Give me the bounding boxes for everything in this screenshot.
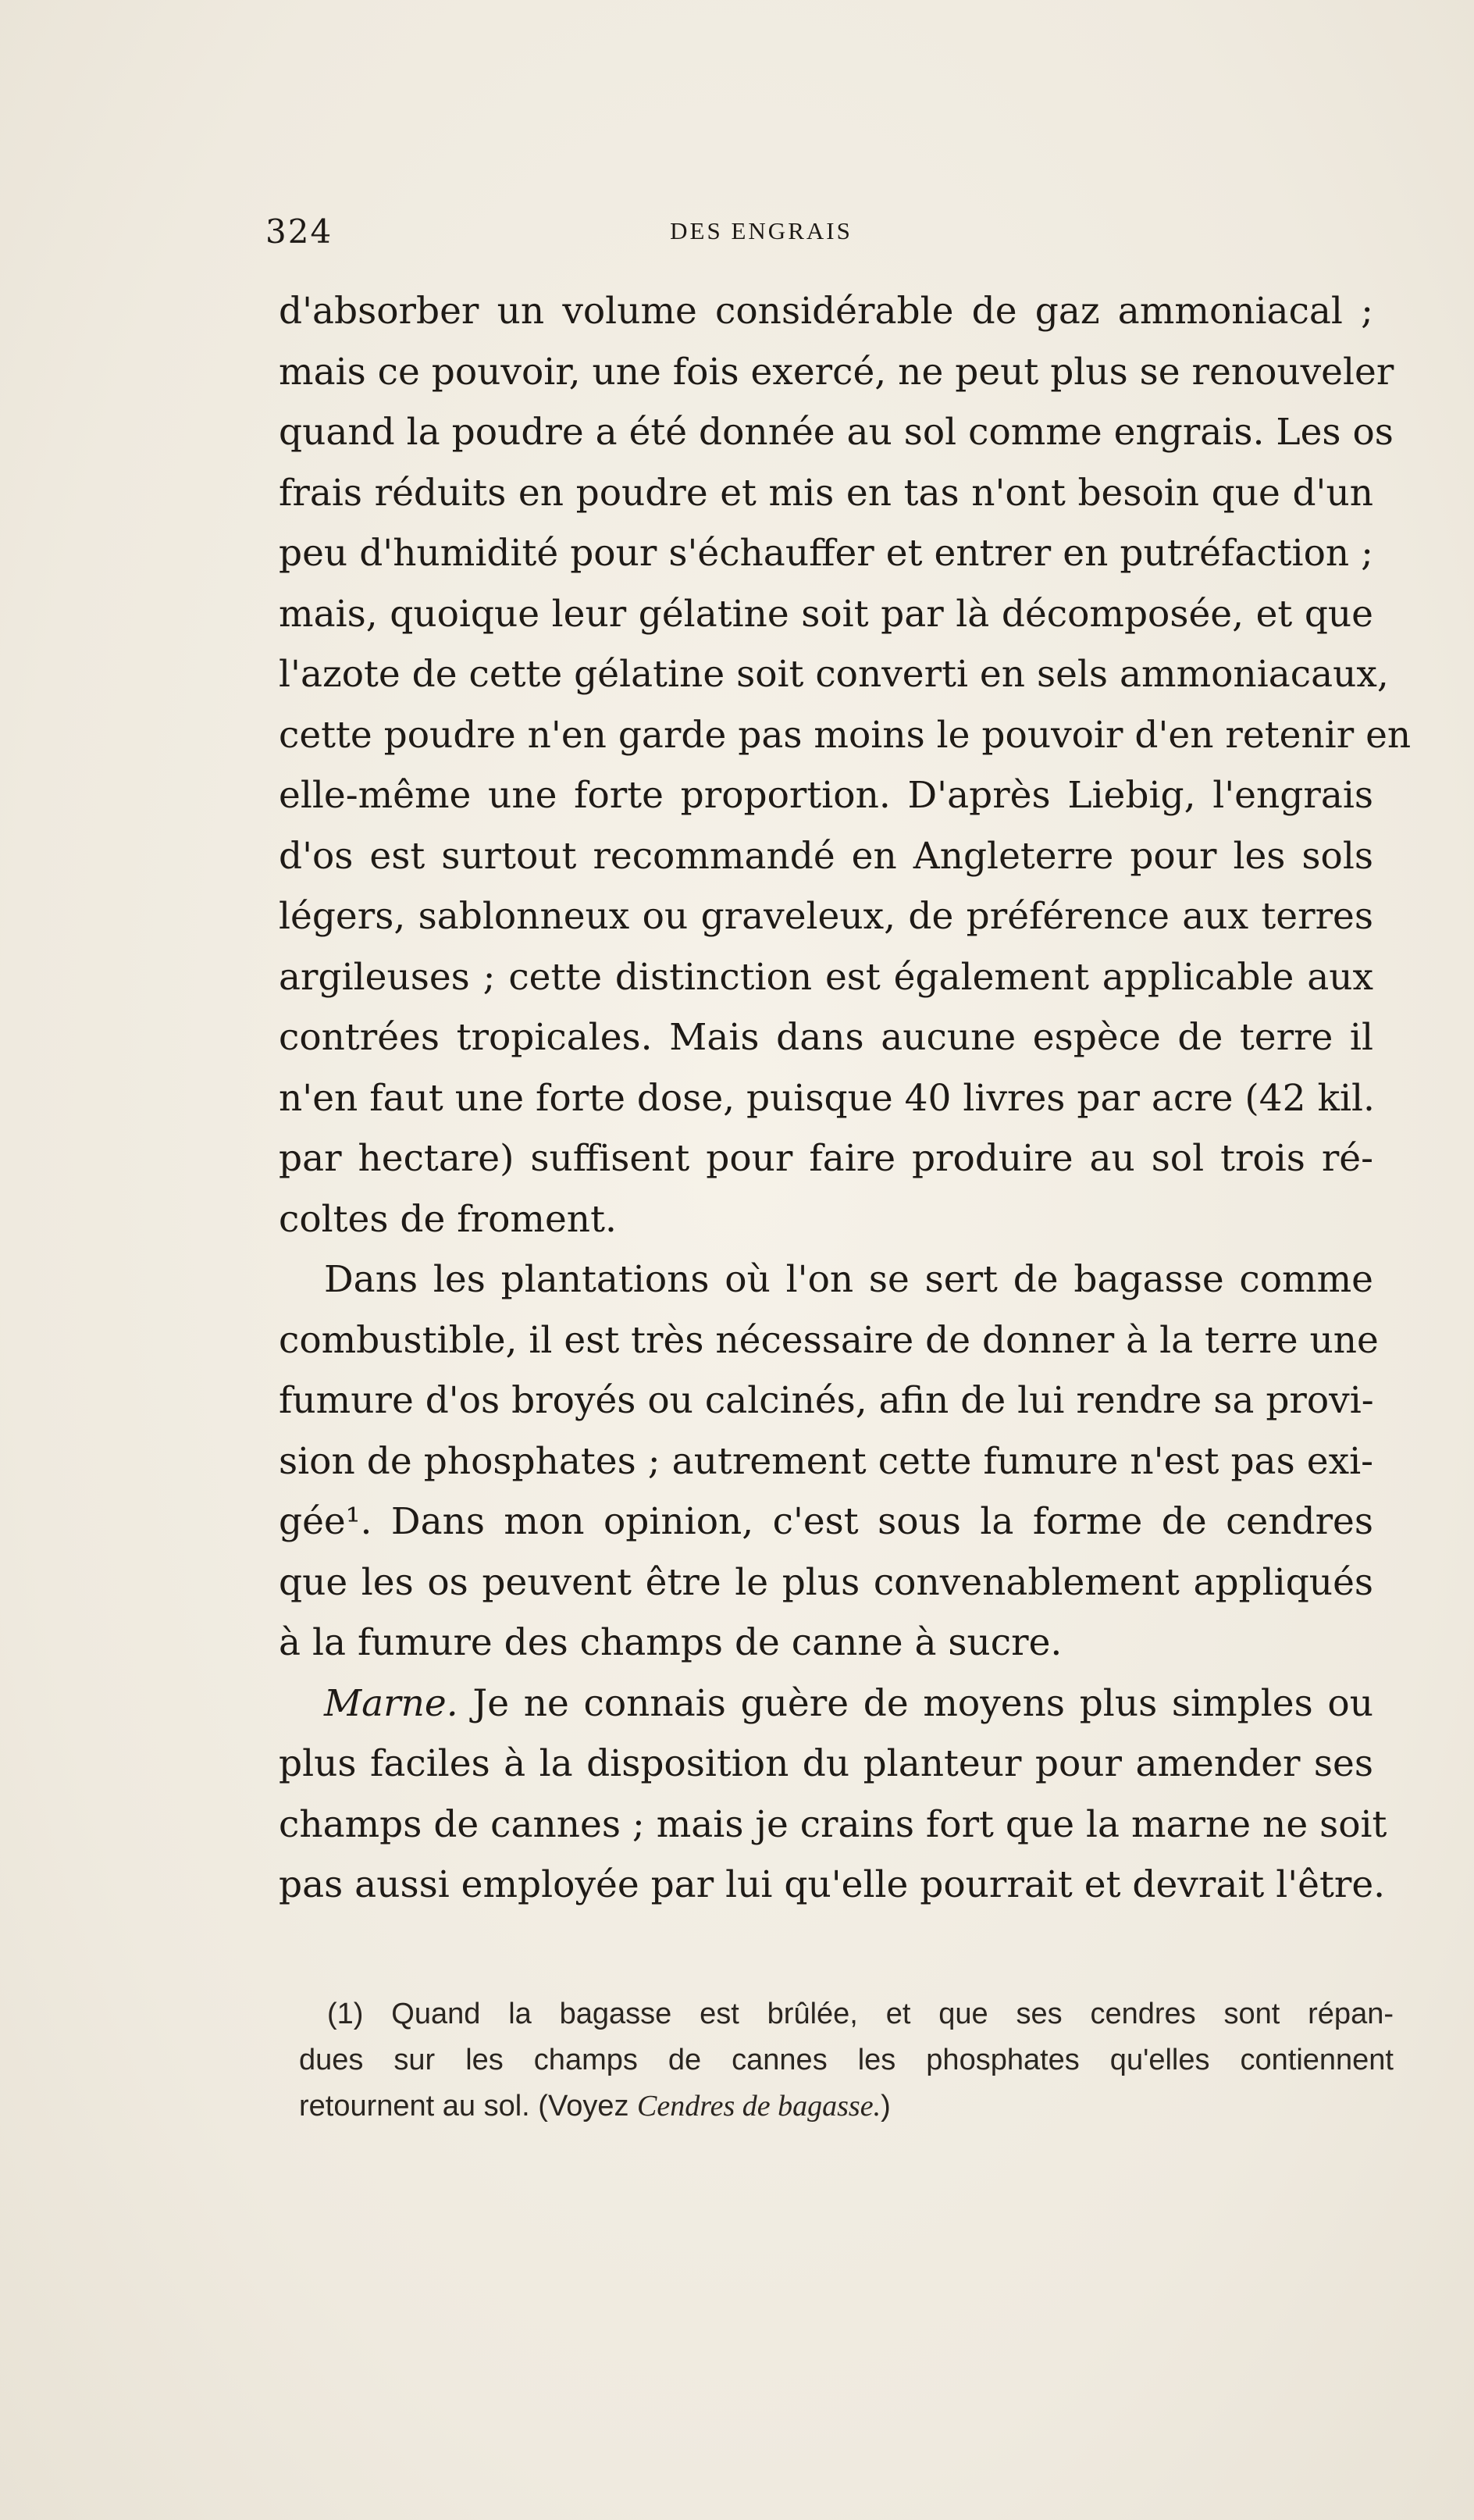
footnote-line: (1) Quand la bagasse est brûlée, et que ses cendres sont répan- — [327, 1998, 1394, 2030]
footnote — [299, 1991, 1394, 2130]
footnote-text: retournent au sol. (Voyez — [299, 2090, 638, 2123]
text-line: sion de phosphates ; autrement cette fumure n'est pas exi- — [279, 1439, 1373, 1483]
text-line: peu d'humidité pour s'échauffer et entrer en putréfaction ; — [279, 532, 1373, 575]
text-line: frais réduits en poudre et mis en tas n'ont besoin que d'un — [279, 471, 1373, 515]
page-header — [265, 212, 1390, 259]
marne-label: Marne. — [324, 1681, 458, 1725]
text-line: mais, quoique leur gélatine soit par là décomposée, et que — [279, 592, 1373, 636]
text-line: quand la poudre a été donnée au sol comme engrais. Les os — [279, 411, 1394, 454]
footnote-reference: Cendres de bagasse. — [637, 2090, 881, 2123]
text-line: fumure d'os broyés ou calcinés, afin de lui rendre sa provi- — [279, 1379, 1374, 1422]
text-line-marne — [279, 1673, 1373, 1734]
text-line: contrées tropicales. Mais dans aucune espèce de terre il — [279, 1016, 1373, 1059]
text-line: l'azote de cette gélatine soit converti en sels ammoniacaux, — [279, 653, 1389, 696]
text-line: argileuses ; cette distinction est également applicable aux — [279, 955, 1373, 999]
text-line: gée¹. Dans mon opinion, c'est sous la forme de cendres — [279, 1500, 1373, 1543]
text-line: légers, sablonneux ou graveleux, de préférence aux terres — [279, 895, 1373, 938]
text-line: coltes de froment. — [279, 1197, 617, 1241]
footnote-text: ) — [881, 2090, 891, 2123]
text-line: pas aussi employée par lui qu'elle pourrait et devrait l'être. — [279, 1863, 1386, 1906]
text-line: champs de cannes ; mais je crains fort que la marne ne soit — [279, 1802, 1387, 1846]
marne-text: Je ne connais guère de moyens plus simples ou — [472, 1681, 1373, 1725]
text-line: par hectare) suffisent pour faire produire au sol trois ré- — [279, 1137, 1373, 1180]
running-head: DES ENGRAIS — [670, 217, 853, 244]
text-line: n'en faut une forte dose, puisque 40 livres par acre (42 kil. — [279, 1076, 1375, 1120]
text-line: d'os est surtout recommandé en Angleterre pour les sols — [279, 834, 1373, 878]
text-line: d'absorber un volume considérable de gaz ammoniacal ; — [279, 290, 1373, 333]
text-line: Dans les plantations où l'on se sert de bagasse comme — [324, 1258, 1373, 1301]
text-line: à la fumure des champs de canne à sucre. — [279, 1621, 1063, 1664]
text-line: mais ce pouvoir, une fois exercé, ne peut plus se renouveler — [279, 350, 1394, 394]
text-line: cette poudre n'en garde pas moins le pouvoir d'en retenir en — [279, 713, 1412, 757]
footnote-line: dues sur les champs de cannes les phosphates qu'elles contiennent — [299, 2044, 1394, 2076]
text-line: combustible, il est très nécessaire de donner à la terre une — [279, 1318, 1379, 1362]
text-line: que les os peuvent être le plus convenablement appliqués — [279, 1560, 1373, 1604]
page-number: 324 — [265, 212, 333, 251]
text-line: elle-même une forte proportion. D'après Liebig, l'engrais — [279, 774, 1373, 817]
body-text — [279, 281, 1412, 1916]
text-line: plus faciles à la disposition du planteur pour amender ses — [279, 1742, 1373, 1785]
footnote-line — [299, 2083, 1394, 2130]
